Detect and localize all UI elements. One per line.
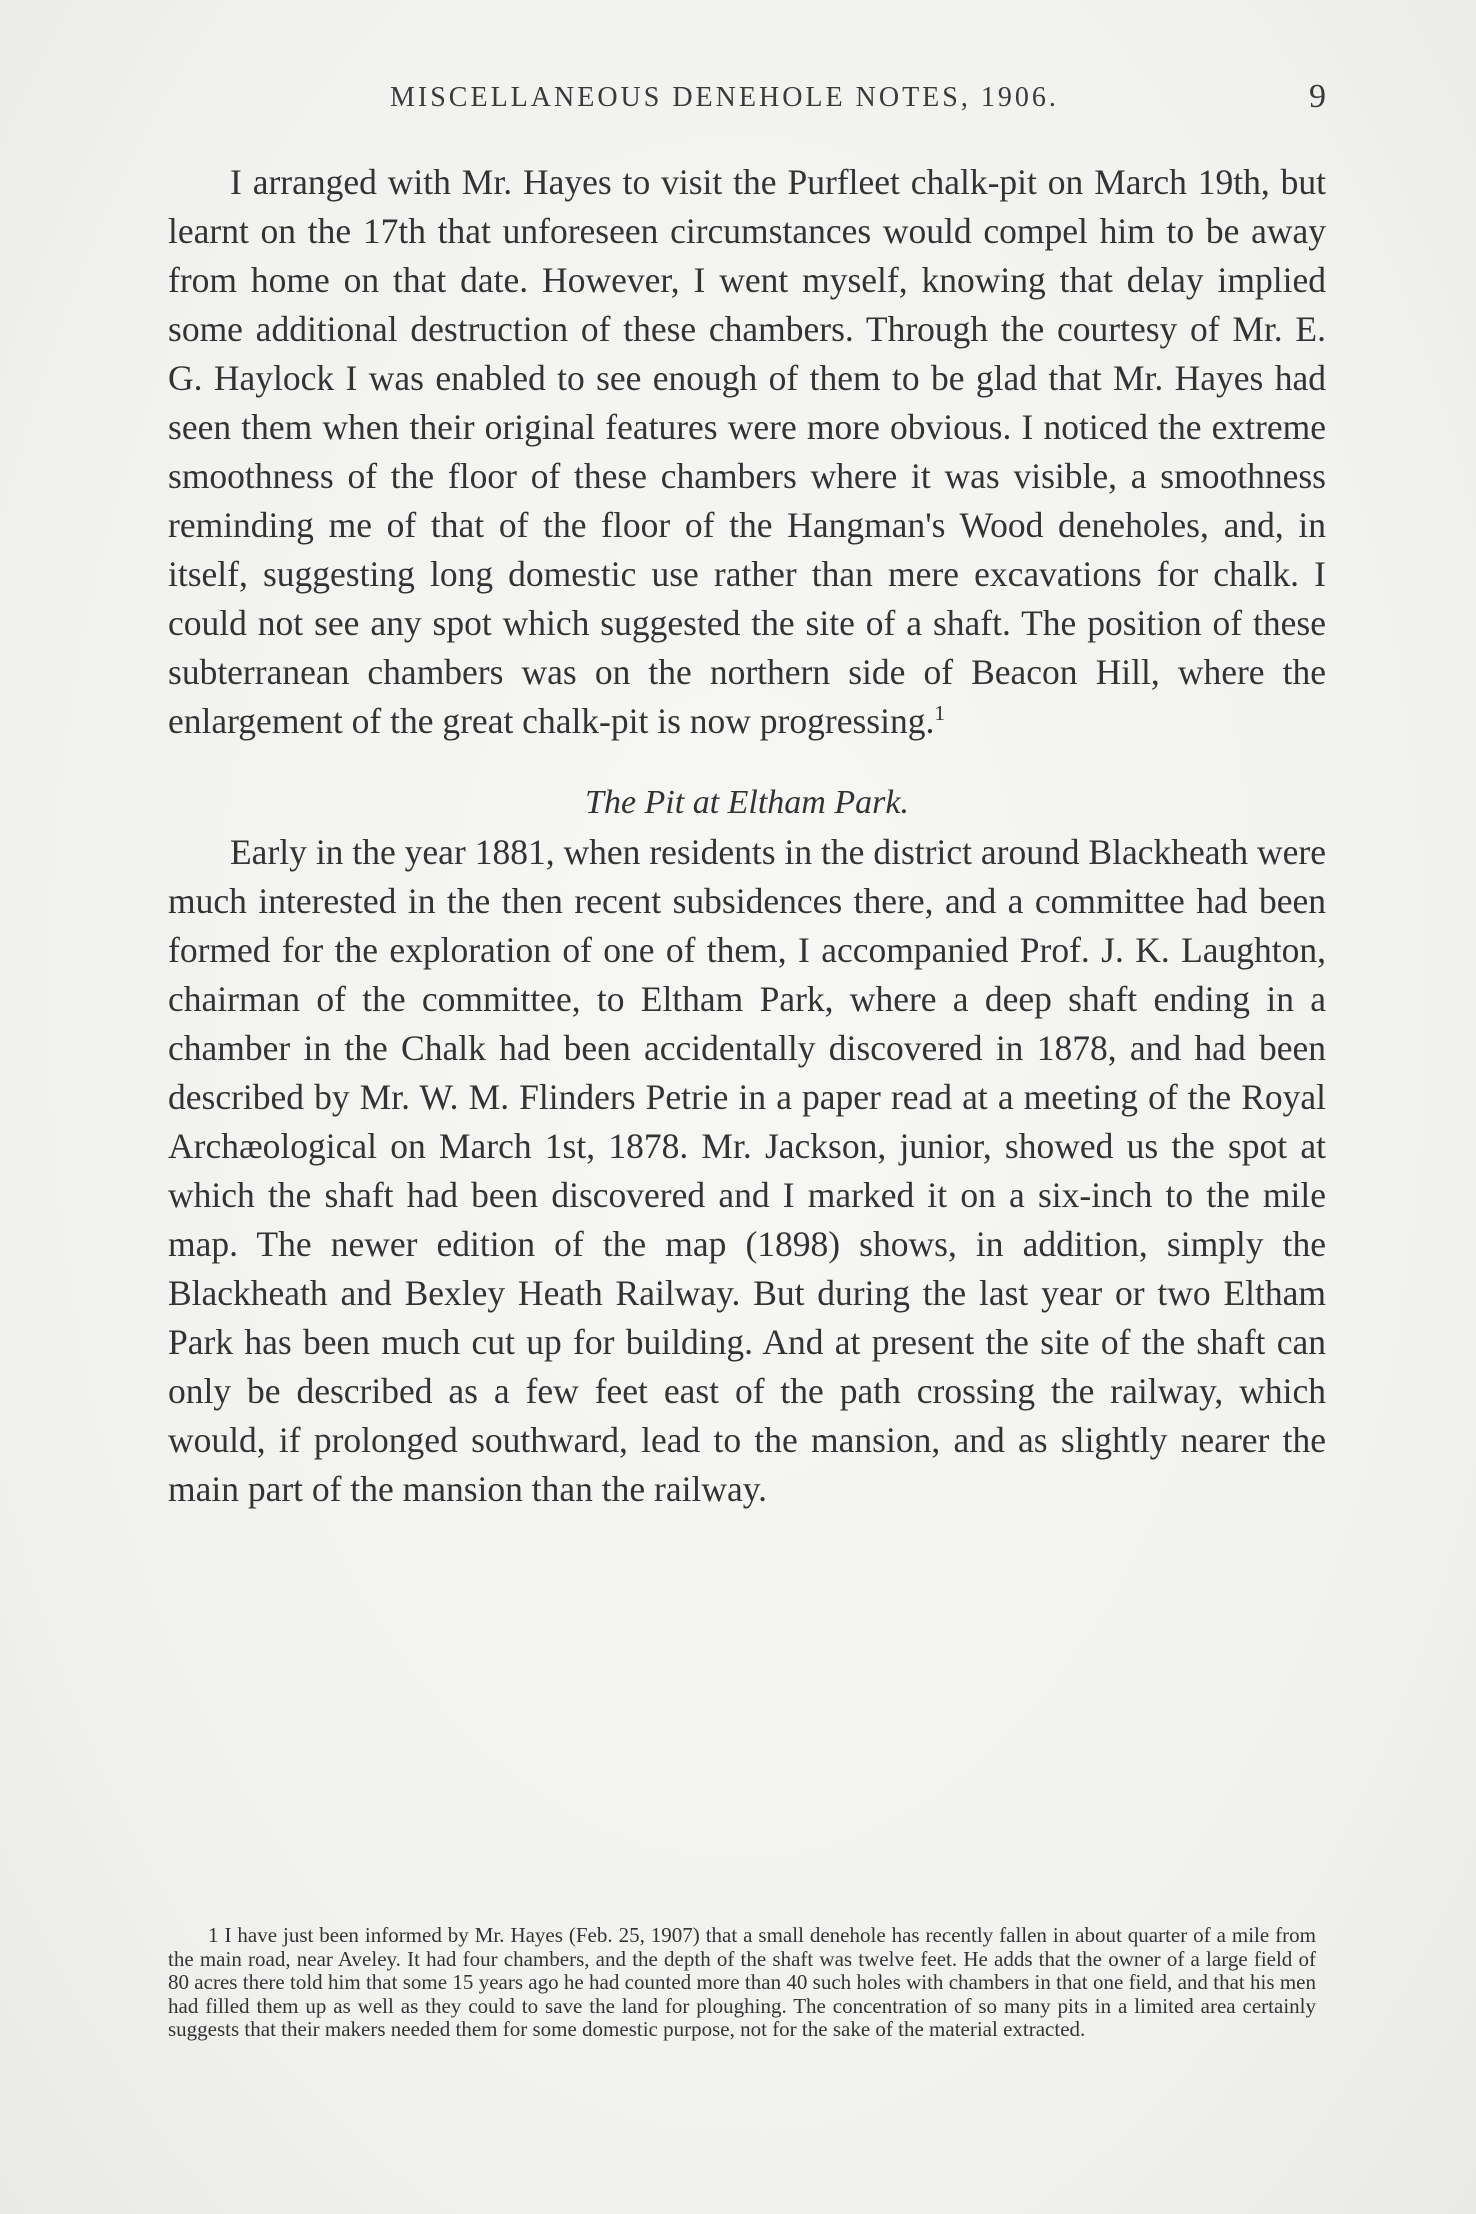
section-heading: The Pit at Eltham Park.: [585, 784, 909, 821]
paragraph-eltham-park: Early in the year 1881, when residents in the district around Blackheath were much interested in the then recent subsidences there, and a committee had been formed for the exploration of one of them, I accompanied Prof. J. K. Laughton, chairman of the committee, to Eltham Park, where a deep shaft ending in a chamber in the Chalk had been accidentally discovered in 1878, and had been described by Mr. W. M. Flinders Petrie in a paper read at a meeting of the Royal Archæological on March 1st, 1878. Mr. Jackson, junior, showed us the spot at which the shaft had been discovered and I marked it on a six-inch to the mile map. The newer edition of the map (1898) shows, in addition, simply the Blackheath and Bexley Heath Railway. But during the last year or two Eltham Park has been much cut up for building. And at present the site of the shaft can only be described as a few feet east of the path crossing the railway, which would, if prolonged southward, lead to the mansion, and as slightly nearer the main part of the mansion than the railway.: [168, 832, 1326, 1509]
running-title: MISCELLANEOUS DENEHOLE NOTES, 1906.: [390, 82, 1059, 113]
paragraph-purfleet: [168, 158, 1326, 746]
footnote-marker: 1: [934, 701, 945, 726]
page-number: 9: [1309, 78, 1326, 115]
paragraph-purfleet-text: I arranged with Mr. Hayes to visit the Purfleet chalk-pit on March 19th, but learnt on the 17th that unforeseen circumstances would compel him to be away from home on that date. However, I went myself, knowing that delay implied some additional destruction of these chambers. Through the courtesy of Mr. E. G. Haylock I was enabled to see enough of them to be glad that Mr. Hayes had seen them when their original features were more obvious. I noticed the extreme smoothness of the floor of these chambers where it was visible, a smoothness reminding me of that of the floor of the Hangman's Wood deneholes, and, in itself, suggesting long domestic use rather than mere excavations for chalk. I could not see any spot which suggested the site of a shaft. The position of these subterranean chambers was on the northern side of Beacon Hill, where the enlargement of the great chalk-pit is now progressing.: [168, 162, 1326, 741]
running-head: [168, 78, 1326, 122]
footnote-text: 1 I have just been informed by Mr. Hayes (Feb. 25, 1907) that a small denehole has recently fallen in about quarter of a mile from the main road, near Aveley. It had four chambers, and the depth of the shaft was twelve feet. He adds that the owner of a large field of 80 acres there told him that some 15 years ago he had counted more than 40 such holes with chambers in that one field, and that his men had filled them up as well as they could to save the land for ploughing. The concentration of so many pits in a limited area certainly suggests that their makers needed them for some domestic purpose, not for the sake of the material extracted.: [168, 1923, 1316, 2041]
body-text: [168, 158, 1326, 1514]
footnote: [168, 1924, 1316, 2042]
